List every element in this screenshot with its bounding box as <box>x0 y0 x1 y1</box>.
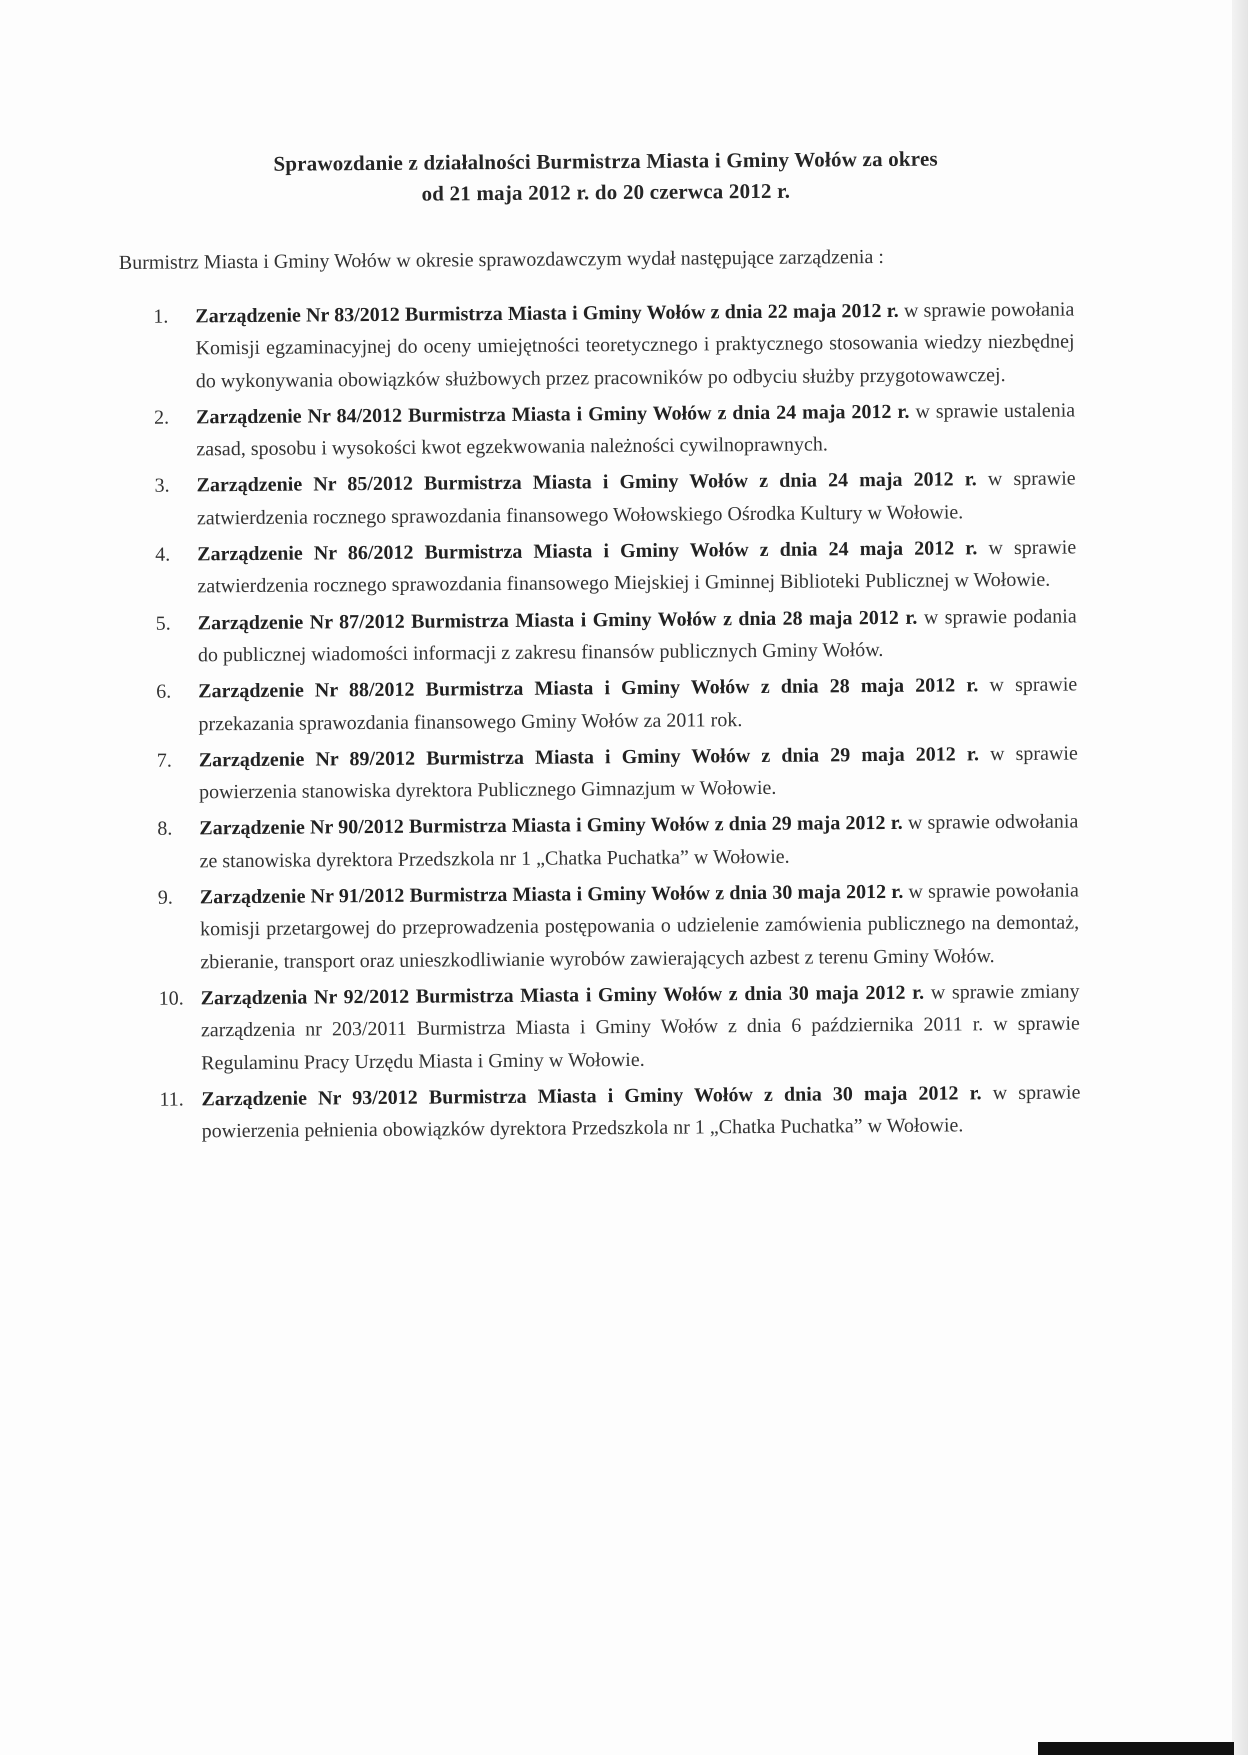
item-heading: Zarządzenie Nr 87/2012 Burmistrza Miasta i Gminy Wołów z dnia 28 maja 2012 r. <box>197 606 918 635</box>
item-heading: Zarządzenie Nr 84/2012 Burmistrza Miasta i Gminy Wołów z dnia 24 maja 2012 r. <box>196 400 910 429</box>
item-text: w sprawie powierzenia stanowiska dyrektora Publicznego Gimnazjum w Wołowie. <box>198 742 1078 804</box>
item-text: w sprawie podania do publicznej wiadomości informacji z zakresu finansów publicznych Gminy Wołów. <box>197 605 1077 667</box>
list-item <box>122 600 1077 672</box>
item-heading: Zarządzenia Nr 92/2012 Burmistrza Miasta i Gminy Wołów z dnia 30 maja 2012 r. <box>200 981 925 1010</box>
scan-artifact-bar <box>1038 1742 1234 1755</box>
title-line-1: Sprawozdanie z działalności Burmistrza Miasta i Gminy Wołów za okres <box>273 146 938 176</box>
item-heading: Zarządzenie Nr 88/2012 Burmistrza Miasta i Gminy Wołów z dnia 28 maja 2012 r. <box>198 674 979 703</box>
item-text: w sprawie zmiany zarządzenia nr 203/2011 Burmistrza Miasta i Gminy Wołów z dnia 6 października 2011 r. w sprawie Regulaminu Pracy Urzędu Miasta i Gminy w Wołowie. <box>200 980 1080 1074</box>
list-item <box>119 293 1075 397</box>
item-number: 10. <box>158 987 184 1010</box>
item-number: 7. <box>156 749 172 772</box>
item-number: 11. <box>159 1088 184 1111</box>
list-item <box>120 394 1075 466</box>
intro-paragraph: Burmistrz Miasta i Gminy Wołów w okresie sprawozdawczym wydał następujące zarządzenia : <box>118 245 884 274</box>
list-item <box>125 975 1081 1079</box>
item-text: w sprawie powołania komisji przetargowej do przeprowadzenia postępowania o udzielenie zamówienia publicznego na demontaż, zbieranie, transport oraz unieszkodliwianie wyrobów zawierających azbest z terenu Gminy Wołów. <box>200 879 1080 974</box>
list-item <box>121 532 1076 604</box>
item-heading: Zarządzenie Nr 91/2012 Burmistrza Miasta i Gminy Wołów z dnia 30 maja 2012 r. <box>199 880 904 909</box>
list-item <box>124 875 1080 979</box>
item-number: 3. <box>154 475 170 498</box>
item-number: 8. <box>157 818 173 841</box>
item-heading: Zarządzenie Nr 83/2012 Burmistrza Miasta i Gminy Wołów z dnia 22 maja 2012 r. <box>195 299 899 328</box>
list-item <box>122 669 1077 741</box>
list-item <box>123 806 1078 878</box>
item-heading: Zarządzenie Nr 93/2012 Burmistrza Miasta i Gminy Wołów z dnia 30 maja 2012 r. <box>201 1082 982 1111</box>
item-number: 4. <box>155 543 171 566</box>
list-item <box>123 737 1078 809</box>
item-text: w sprawie ustalenia zasad, sposobu i wysokości kwot egzekwowania należności cywilnoprawnych. <box>196 399 1076 461</box>
item-text: w sprawie przekazania sprawozdania finansowego Gminy Wołów za 2011 rok. <box>198 673 1078 735</box>
list-item <box>125 1076 1080 1148</box>
item-text: w sprawie zatwierdzenia rocznego sprawozdania finansowego Wołowskiego Ośrodka Kultury w Wołowie. <box>196 467 1076 530</box>
item-number: 5. <box>155 612 171 635</box>
item-text: w sprawie powołania Komisji egzaminacyjnej do oceny umiejętności teoretycznego i praktycznego stosowania wiedzy niezbędnej do wykonywania obowiązków służbowych przez pracowników po odbyciu służby przygotowawczej. <box>195 298 1075 392</box>
item-number: 6. <box>156 680 172 703</box>
item-number: 9. <box>157 886 173 909</box>
scan-edge-shadow <box>1232 0 1248 1755</box>
item-heading: Zarządzenie Nr 89/2012 Burmistrza Miasta i Gminy Wołów z dnia 29 maja 2012 r. <box>198 743 979 772</box>
document-title <box>138 142 1073 211</box>
item-heading: Zarządzenie Nr 90/2012 Burmistrza Miasta i Gminy Wołów z dnia 29 maja 2012 r. <box>199 812 903 840</box>
item-number: 2. <box>154 406 170 429</box>
item-text: w sprawie powierzenia pełnienia obowiązków dyrektora Przedszkola nr 1 „Chatka Puchatka” w Wołowie. <box>201 1081 1081 1143</box>
list-item <box>121 463 1076 535</box>
item-heading: Zarządzenie Nr 86/2012 Burmistrza Miasta i Gminy Wołów z dnia 24 maja 2012 r. <box>197 537 978 566</box>
item-number: 1. <box>153 305 169 328</box>
item-text: w sprawie odwołania ze stanowiska dyrektora Przedszkola nr 1 „Chatka Puchatka” w Wołowie. <box>199 810 1079 873</box>
ordinance-list <box>119 293 1081 1148</box>
title-line-2: od 21 maja 2012 r. do 20 czerwca 2012 r. <box>421 178 791 206</box>
item-heading: Zarządzenie Nr 85/2012 Burmistrza Miasta i Gminy Wołów z dnia 24 maja 2012 r. <box>196 468 977 497</box>
item-text: w sprawie zatwierdzenia rocznego sprawozdania finansowego Miejskiej i Gminnej Biblioteki Publicznej w Wołowie. <box>197 536 1077 598</box>
document-body <box>118 142 1081 1152</box>
